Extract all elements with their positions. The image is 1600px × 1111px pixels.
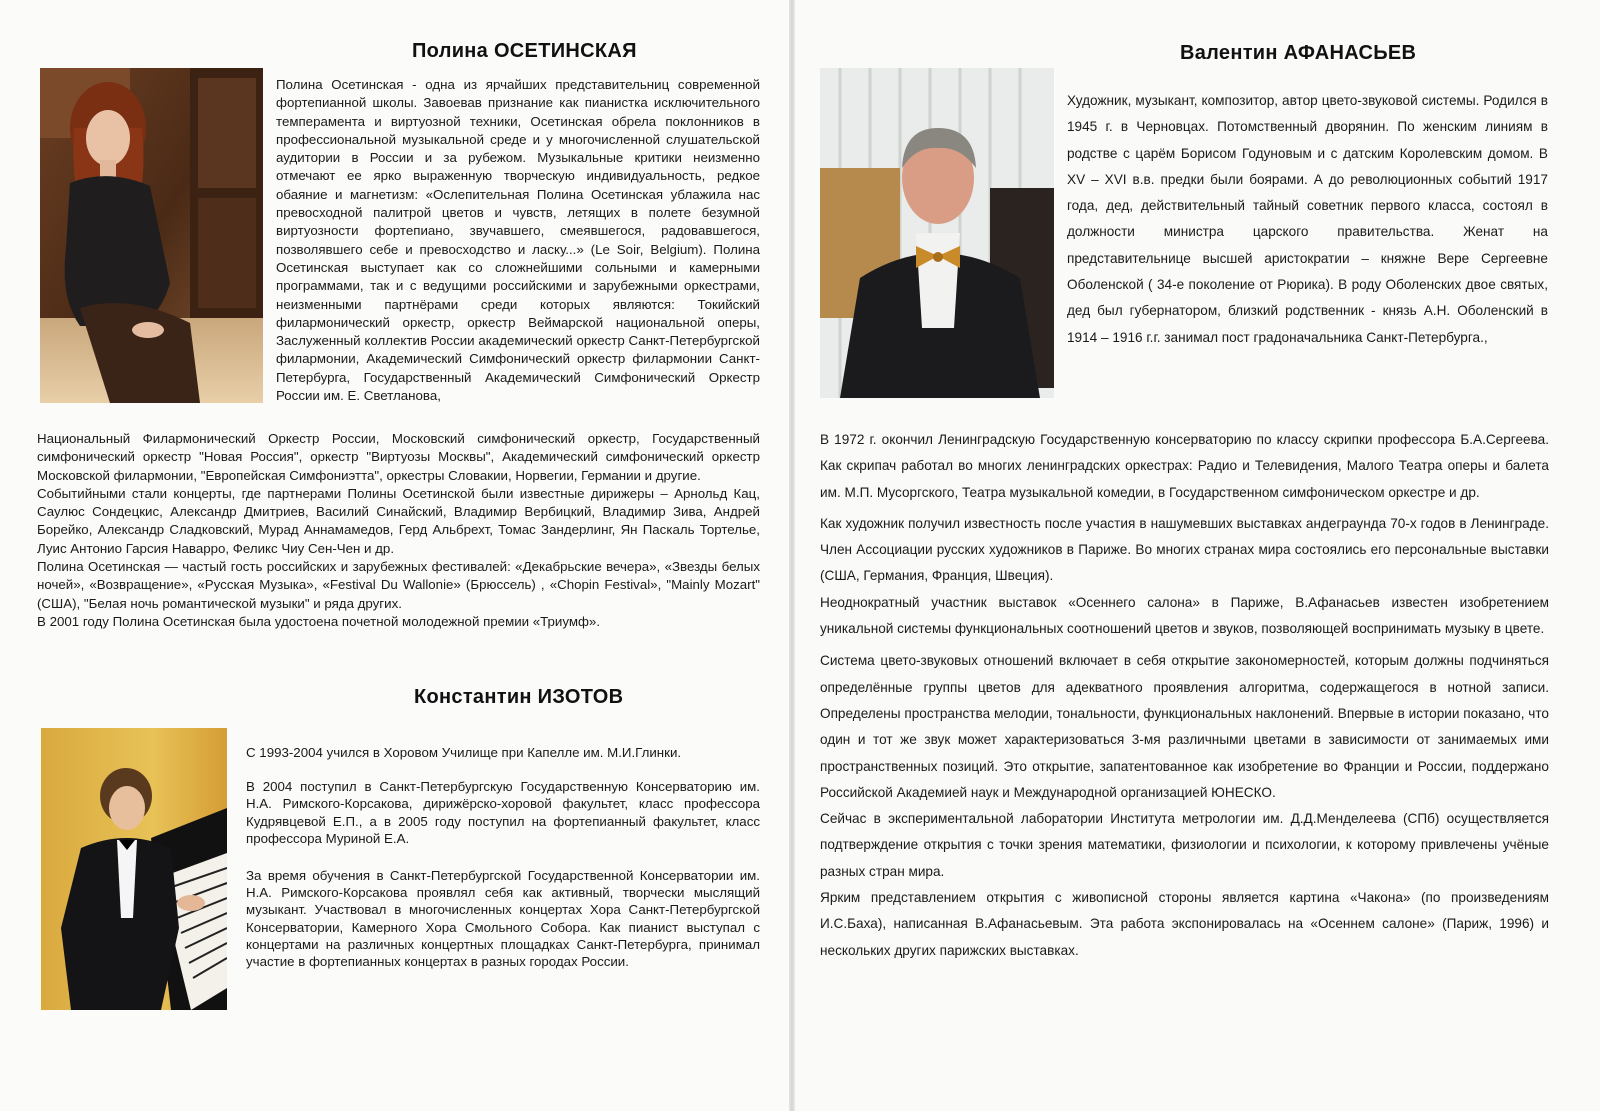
- afanasyev-system: Система цвето-звуковых отношений включает в себя открытие закономерностей, которым должны подчиняться определённые группы цветов для адекватного проявления алгоритма, содержащегося в нотной записи. Определены пространства мелодии, тональности, функциональных наклонений. Впервые в истории показано, что один и тот же звук может характеризоваться 3-мя различными цветами в зависимости от занимаемых ими пространственных позиций. Это открытие, запатентованное как изобретение во Франции и России, поддержано Российской Академией наук и Международной организацией ЮНЕСКО.: [820, 653, 1549, 800]
- osetinskaya-photo: [40, 68, 263, 403]
- osetinskaya-orchestras: Национальный Филармонический Оркестр России, Московский симфонический оркестр, Государственный симфонический оркестр "Новая Россия", оркестр "Виртуозы Москвы", Академический симфонический оркестр Московской филармонии, "Европейская Симфониэтта", оркестры Словакии, Норвегии, Германии и другие.: [37, 431, 760, 483]
- osetinskaya-conductors: Событийными стали концерты, где партнерами Полины Осетинской были известные дирижеры – Арнольд Кац, Саулюс Сондецкис, Александр Дмитриев, Василий Синайский, Владимир Вербицкий, Владимир Зива, Андрей Борейко, Александр Сладковский, Мурад Аннамамедов, Герд Альбрехт, Томас Зандерлинг, Ян Паскаль Тортелье, Луис Антонио Гарсия Наварро, Феликс Чиу Сен-Чен и др.: [37, 485, 760, 556]
- afanasyev-chaconne: Ярким представлением открытия с живописной стороны является картина «Чакона» (по произведениям И.С.Баха), написанная В.Афанасьевым. Эта работа экспонировалась на «Осеннем салоне» (Париж, 1996) и нескольких других парижских выставках.: [820, 890, 1549, 958]
- afanasyev-bio-wrap: Художник, музыкант, композитор, автор цвето-звуковой системы. Родился в 1945 г. в Черновцах. Потомственный дворянин. По женским линиям в родстве с царём Борисом Годуновым и с датским Королевским домом. В XV – XVI в.в. предки были боярами. А до революционных событий 1917 года, дед, действительный тайный советник первого класса, состоял в должности министра царского правительства. Женат на представительнице высшей аристократии – княжне Вере Сергеевне Оболенской ( 34-е поколение от Рюрика). В роду Оболенских двое святых, дед был губернатором, близкий родственник - князь А.Н. Оболенский в 1914 – 1916 г.г. занимал пост градоначальника Санкт-Петербурга.,: [1067, 93, 1548, 345]
- izotov-photo: [41, 728, 227, 1010]
- osetinskaya-bio-wrap: Полина Осетинская - одна из ярчайших представительниц современной фортепианной школы. Завоевав признание как пианистка исключительного темперамента и виртуозной техники, Осетинская обрела поклонников в профессиональной музыкальной среде и у многочисленной слушательской аудитории в России и за рубежом. Музыкальные критики неизменно отмечают ее ярко выраженную творческую индивидуальность, редкое обаяние и магнетизм: «Ослепительная Полина Осетинская ублажила нас превосходной палитрой цветов и чувств, летящих в полете безумной виртуозности фортепиано, звучавшего, смеявшегося, радовавшегося, позволявшего себе и превосходство и ласку...» (Le Soir, Belgium). Полина Осетинская выступает как со сложнейшими сольными и камерными программами, так и с ведущими российскими и зарубежными оркестрами, неизменными партнёрами среди которых являются: Токийский филармонический оркестр, оркестр Веймарской национальной оперы, Заслуженный коллектив России академический оркестр Санкт-Петербургской филармонии, Академический Симфонический оркестр филармонии Санкт-Петербурга, Государственный Академический Симфонический Оркестр России им. Е. Светланова,: [276, 77, 760, 404]
- afanasyev-laboratory: Сейчас в экспериментальной лаборатории Института метрологии им. Д.Д.Менделеева (СПб) осуществляется подтверждение открытия с точки зрения математики, физиологии и психологии, к которому привлечены учёные разных стран мира.: [820, 811, 1549, 879]
- izotov-bio: [246, 744, 760, 970]
- afanasyev-photo: [820, 68, 1054, 398]
- afanasyev-salon: Неоднократный участник выставок «Осеннего салона» в Париже, В.Афанасьев известен изобретением уникальной системы функциональных соотношений цветов и звуков, позволяющей воспринимать музыку в цвете.: [820, 594, 1549, 637]
- afanasyev-violin: В 1972 г. окончил Ленинградскую Государственную консерваторию по классу скрипки профессора Б.А.Сергеева. Как скрипач работал во многих ленинградских оркестрах: Радио и Телевидения, Малого Театра оперы и балета им. М.П. Мусоргского, Театра музыкальной комедии, в Государственном симфоническом оркестре и др.: [820, 432, 1549, 500]
- izotov-education-1: С 1993-2004 учился в Хоровом Училище при Капелле им. М.И.Глинки.: [246, 745, 682, 760]
- osetinskaya-heading: Полина ОСЕТИНСКАЯ: [412, 40, 637, 62]
- izotov-activity: За время обучения в Санкт-Петербургской Государственной Консерватории им. Н.А. Римского-Корсакова проявлял себя как активный, творчески мыслящий музыкант. Участвовал в многочисленных концертах Хора Санкт-Петербургской Консерватории, Камерного Хора Смольного Собора. Как пианист выступал с концертами на различных концертных площадках Санкт-Петербурга, принимал участие в фортепианных концертах в разных городах России.: [246, 868, 760, 970]
- afanasyev-artist: Как художник получил известность после участия в нашумевших выставках андеграунда 70-х годов в Ленинграде. Член Ассоциации русских художников в Париже. Во многих странах мира состоялись его персональные выставки (США, Германия, Франция, Швеция).: [820, 515, 1549, 584]
- osetinskaya-festivals: Полина Осетинская — частый гость российских и зарубежных фестивалей: «Декабрьские вечера», «Звезды белых ночей», «Возвращение», «Русская Музыка», «Festival Du Wallonie» (Брюссель) , «Chopin Festival», "Mainly Mozart" (США), "Белая ночь романтической музыки" и ряда других.: [37, 559, 760, 611]
- afanasyev-heading: Валентин АФАНАСЬЕВ: [1180, 42, 1417, 64]
- page-fold: [789, 0, 795, 1111]
- izotov-heading: Константин ИЗОТОВ: [414, 686, 624, 708]
- afanasyev-bio-full: [820, 427, 1549, 964]
- osetinskaya-bio-full: [37, 430, 760, 631]
- osetinskaya-award: В 2001 году Полина Осетинская была удостоена почетной молодежной премии «Триумф».: [37, 613, 601, 629]
- izotov-education-2: В 2004 поступил в Санкт-Петербургскую Государственную Консерваторию им. Н.А. Римского-Корсакова, дирижёрско-хоровой факультет, класс профессора Кудрявцевой Е.П., а в 2005 году поступил на фортепианный факультет, класс профессора Муриной Е.А.: [246, 779, 760, 846]
